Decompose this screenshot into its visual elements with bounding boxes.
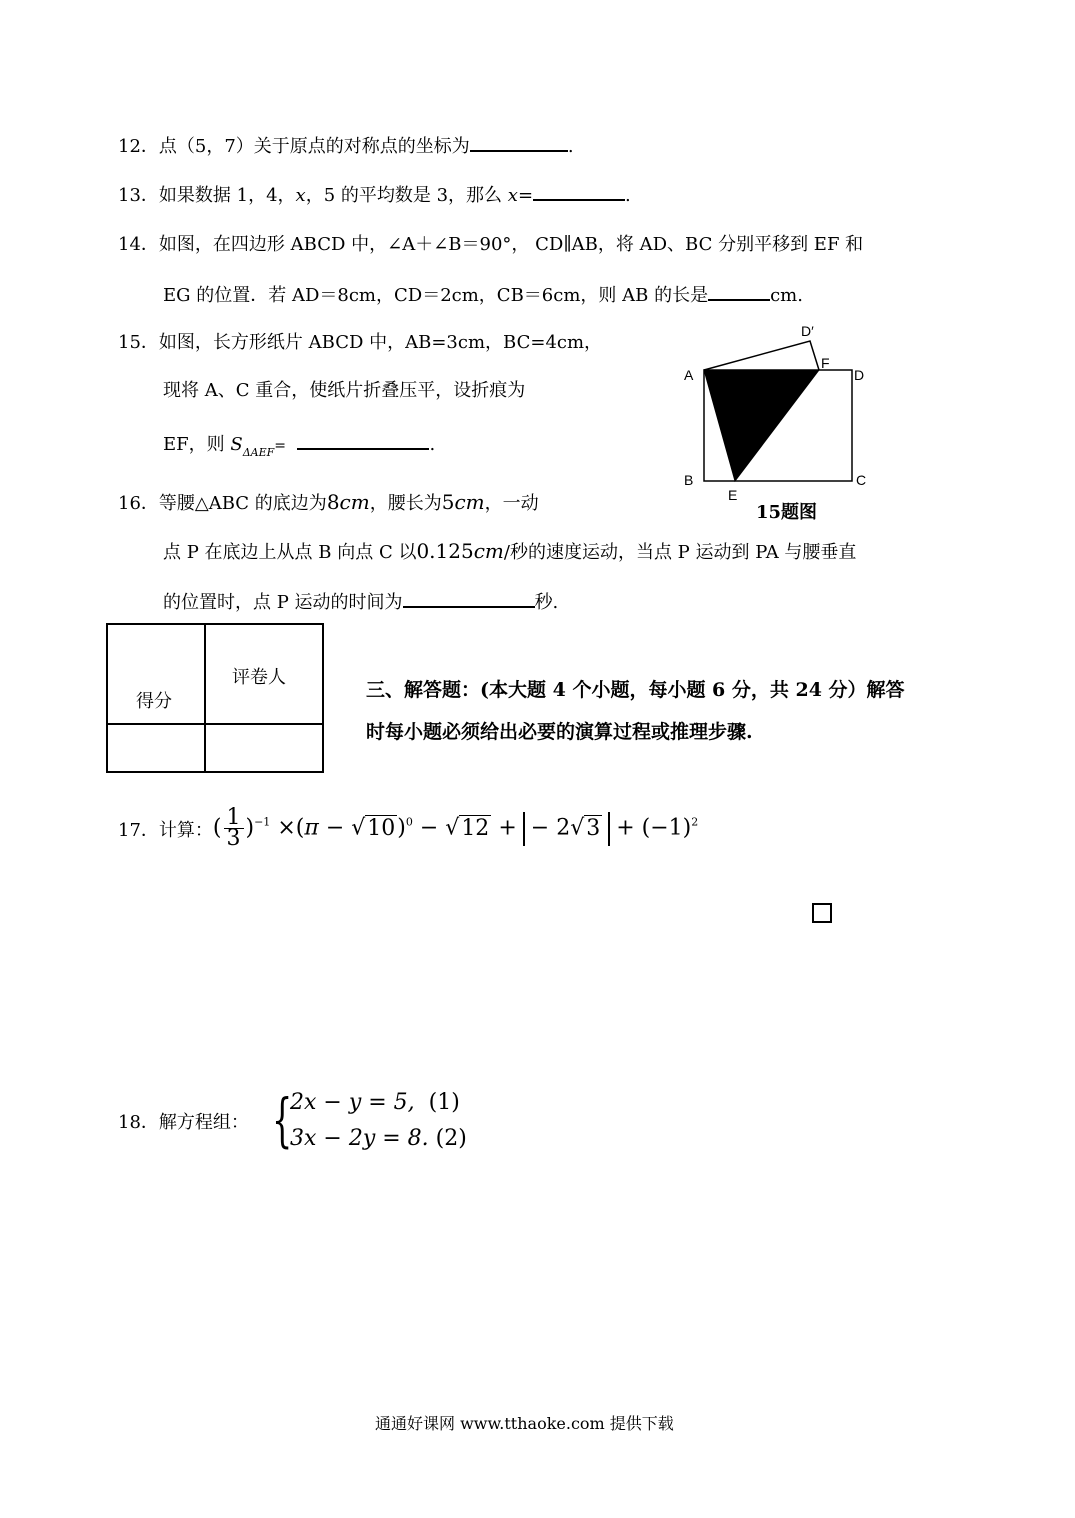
question-number: 14． — [118, 234, 159, 255]
pi-symbol: π — [304, 815, 319, 841]
system-brace: { — [272, 1086, 293, 1154]
question-text: 点 P 在底边上从点 B 向点 C 以 — [163, 542, 417, 563]
question-number: 13． — [118, 185, 159, 206]
equals-sign: = — [274, 438, 287, 454]
question-16-line-2 — [163, 538, 856, 564]
equation-text: 3x − 2y = 8. — [290, 1126, 429, 1151]
equation-2 — [290, 1126, 467, 1151]
period: . — [567, 136, 574, 157]
empty-box — [812, 903, 832, 923]
label-e: E — [728, 487, 738, 503]
question-16-line-3 — [163, 588, 558, 614]
question-text: EG 的位置．若 AD＝8cm，CD＝2cm，CB＝6cm，则 AB 的长是 — [163, 285, 709, 306]
question-number: 12． — [118, 136, 159, 157]
value-leg: 5 — [441, 490, 455, 514]
question-number: 16． — [118, 493, 159, 514]
grader-label: 评卷人 — [232, 667, 286, 688]
exponent: 2 — [691, 815, 699, 829]
score-label: 得分 — [136, 691, 172, 712]
triangle-aef — [704, 370, 819, 481]
question-number: 17． — [118, 819, 159, 841]
period: . — [429, 434, 436, 455]
radicand: 3 — [586, 815, 601, 841]
negative-one: (−1) — [641, 815, 692, 841]
question-text: ，一动 — [484, 493, 539, 514]
question-13 — [118, 181, 631, 207]
answer-blank — [297, 430, 429, 450]
question-18-label-line — [118, 1108, 249, 1134]
question-text: EF，则 — [163, 434, 225, 455]
area-symbol: S — [230, 434, 243, 455]
label-d: D — [854, 367, 865, 383]
table-divider — [108, 723, 322, 725]
question-15-line-1 — [118, 328, 602, 354]
question-text: 如果数据 1，4， — [158, 185, 296, 206]
answer-blank — [708, 281, 770, 301]
question-text: 点（5，7）关于原点的对称点的坐标为 — [158, 136, 470, 157]
question-16-line-1 — [118, 489, 539, 515]
folded-flap — [704, 341, 819, 370]
minus-sign: − — [325, 815, 345, 841]
variable-x: x — [295, 185, 306, 206]
plus-sign: + — [498, 815, 517, 841]
value-speed: 0.125 — [416, 539, 474, 563]
question-label: 计算： — [158, 819, 213, 841]
unit: cm — [454, 490, 485, 514]
unit: cm. — [770, 285, 803, 306]
table-divider — [204, 625, 206, 771]
question-number: 15． — [118, 332, 159, 353]
question-12 — [118, 132, 574, 158]
question-17 — [118, 805, 699, 851]
area-subscript: ΔAEF — [242, 446, 275, 459]
numerator: 1 — [224, 808, 244, 829]
question-text: /秒的速度运动，当点 P 运动到 PA 与腰垂直 — [503, 542, 857, 563]
value-base: 8 — [326, 490, 340, 514]
label-d-prime: D′ — [801, 323, 814, 339]
unit: cm — [339, 490, 370, 514]
equals-sign: = — [517, 185, 534, 206]
exponent: −1 — [254, 815, 271, 829]
unit: cm — [473, 539, 504, 563]
answer-blank — [533, 181, 625, 201]
question-14-line-1 — [118, 230, 863, 256]
question-text: ，腰长为 — [369, 493, 442, 514]
question-text: 如图，长方形纸片 ABCD 中，AB=3cm，BC=4cm， — [158, 332, 603, 353]
section-3-instructions: 时每小题必须给出必要的演算过程或推理步骤. — [366, 721, 753, 743]
question-text-2: ，5 的平均数是 3，那么 — [305, 185, 503, 206]
question-text: 的位置时，点 P 运动的时间为 — [163, 592, 403, 613]
figure-caption: 15题图 — [756, 502, 818, 523]
plus-sign: + — [616, 815, 635, 841]
footer-text: 通通好课网 www.tthaoke.com 提供下载 — [375, 1414, 674, 1433]
equation-text: 2x − y = 5, — [290, 1090, 415, 1115]
label-f: F — [821, 355, 830, 371]
fraction-one-third — [224, 805, 244, 851]
equation-tag: (2) — [435, 1126, 467, 1151]
label-a: A — [684, 367, 694, 383]
question-15-line-3 — [163, 430, 435, 459]
figure-15 — [676, 314, 876, 524]
math-expression: ( $\frac{1}{3}$ )$^{-1} \times(\pi - √10)^0 - √12$ + − $2√3 + (-1)^2$ — [212, 805, 699, 851]
exponent: 0 — [405, 815, 413, 829]
label-c: C — [856, 472, 867, 488]
absolute-bar — [608, 812, 610, 846]
radicand: 10 — [367, 815, 396, 841]
question-text: 等腰△ABC 的底边为 — [158, 493, 327, 514]
label-b: B — [684, 472, 694, 488]
equation-1 — [290, 1090, 460, 1115]
unit-seconds: 秒. — [534, 592, 559, 613]
answer-blank — [403, 588, 535, 608]
question-14-line-2 — [163, 281, 803, 307]
absolute-bar — [523, 812, 525, 846]
answer-blank — [470, 132, 568, 152]
denominator: 3 — [226, 826, 241, 851]
question-text: 现将 A、C 重合，使纸片折叠压平，设折痕为 — [163, 380, 526, 401]
period: . — [625, 185, 631, 206]
minus-sign: − — [530, 815, 550, 841]
section-3-heading: 三、解答题：(本大题 4 个小题，每小题 6 分，共 24 分）解答 — [366, 679, 905, 701]
question-15-line-2 — [163, 376, 525, 402]
radicand: 12 — [461, 815, 490, 841]
times-sign: × — [277, 815, 296, 841]
minus-sign: − — [419, 815, 439, 841]
equation-tag: (1) — [428, 1090, 460, 1115]
score-table — [106, 623, 324, 773]
question-number: 18． — [118, 1112, 159, 1133]
question-label: 解方程组： — [158, 1112, 249, 1133]
coefficient: 2 — [556, 815, 571, 841]
question-text: 如图，在四边形 ABCD 中，∠A＋∠B＝90°， CD∥AB，将 AD、BC 分别平移到 EF 和 — [158, 234, 864, 255]
variable-x: x — [507, 185, 518, 206]
